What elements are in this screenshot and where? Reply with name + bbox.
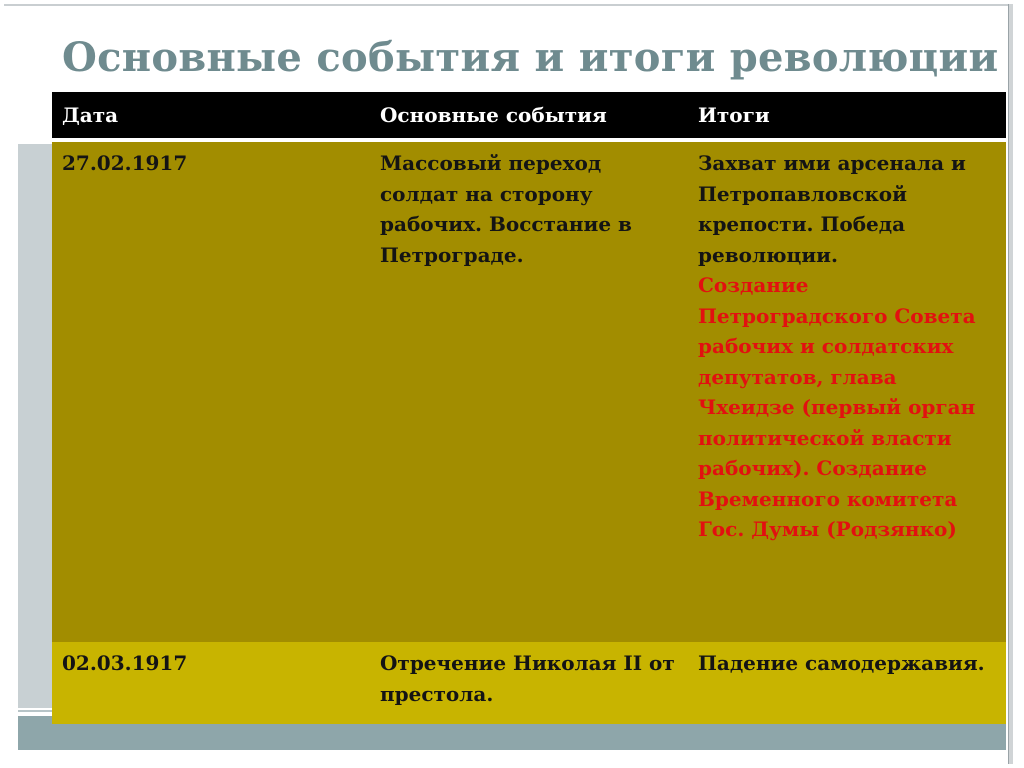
events-text: Массовый переход солдат на сторону рабочих. Восстание в Петрограде. (380, 151, 632, 267)
table-row (52, 642, 1006, 724)
events-text: Отречение Николая II от престола. (380, 651, 675, 706)
results-text: Падение самодержавия. (698, 651, 985, 675)
cell-date (52, 642, 370, 724)
date-text: 02.03.1917 (62, 651, 188, 675)
frame-top-border (4, 4, 1008, 6)
cell-results (688, 140, 1006, 642)
table-row (52, 140, 1006, 642)
results-text: Захват ими арсенала и Петропавловской крепости. Победа революции. (698, 151, 966, 267)
left-decorative-band (18, 144, 54, 708)
events-table (52, 92, 1006, 724)
slide-title: Основные события и итоги революции (62, 34, 999, 81)
date-text: 27.02.1917 (62, 151, 188, 175)
frame-right-border (1008, 4, 1013, 764)
header-date: Дата (52, 92, 370, 140)
cell-results (688, 642, 1006, 724)
cell-events (370, 642, 688, 724)
cell-events (370, 140, 688, 642)
cell-date (52, 140, 370, 642)
header-events: Основные события (370, 92, 688, 140)
results-highlight-text: Создание Петроградского Совета рабочих и солдатских депутатов, глава Чхеидзе (первый орган политической власти рабочих). Создание Временного комитета Гос. Думы (Родзянко) (698, 273, 976, 541)
table-header-row (52, 92, 1006, 140)
header-results: Итоги (688, 92, 1006, 140)
